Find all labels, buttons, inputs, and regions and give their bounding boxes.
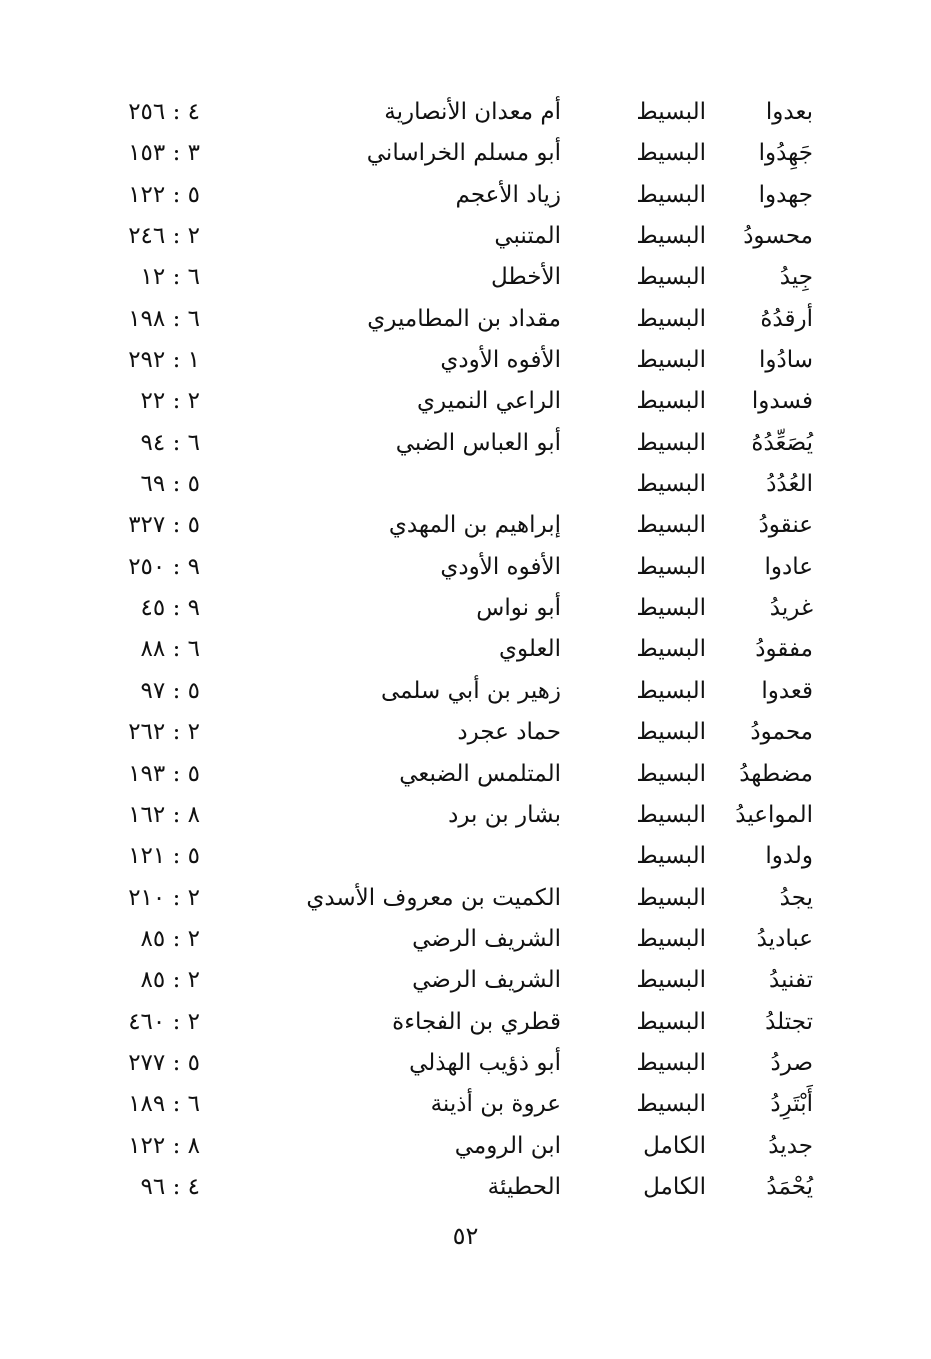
volume-page-ref: ٦ : ١٨٩: [128, 1091, 200, 1118]
volume-page-ref: ٣ : ١٥٣: [128, 140, 200, 167]
table-row: [0, 547, 931, 588]
meter-name: البسيط: [636, 347, 706, 374]
poet-name: إبراهيم بن المهدي: [388, 512, 561, 539]
rhyme-word: محسودُ: [743, 223, 813, 250]
volume-page-ref: ٥ : ٢٧٧: [128, 1049, 200, 1076]
volume-page-ref: ٨ : ١٦٢: [128, 801, 200, 828]
volume-page-ref: ٥ : ٦٩: [140, 471, 200, 498]
rhyme-word: مضطهدُ: [739, 760, 813, 787]
table-row: [0, 505, 931, 546]
table-row: [0, 795, 931, 836]
table-row: [0, 919, 931, 960]
meter-name: البسيط: [636, 553, 706, 580]
meter-name: الكامل: [643, 1173, 706, 1200]
rhyme-word: غريدُ: [769, 595, 813, 622]
meter-name: البسيط: [636, 1008, 706, 1035]
page-number: ٥٢: [452, 1222, 479, 1250]
table-row: [0, 257, 931, 298]
volume-page-ref: ٤ : ٩٦: [140, 1173, 200, 1200]
meter-name: البسيط: [636, 181, 706, 208]
table-row: [0, 464, 931, 505]
poet-name: أبو العباس الضبي: [395, 429, 561, 456]
table-row: [0, 1002, 931, 1043]
volume-page-ref: ٥ : ١٢١: [128, 843, 200, 870]
poet-name: الأفوه الأودي: [440, 347, 561, 374]
table-row: [0, 381, 931, 422]
poet-name: أم معدان الأنصارية: [384, 99, 561, 125]
meter-name: البسيط: [636, 595, 706, 622]
rhyme-word: يُحْمَدُ: [766, 1173, 813, 1200]
rhyme-word: عنقودُ: [758, 512, 813, 539]
poet-name: العلوي: [499, 636, 561, 663]
volume-page-ref: ٢ : ٢٢: [140, 388, 200, 415]
meter-name: البسيط: [636, 512, 706, 539]
meter-name: الكامل: [643, 1132, 706, 1159]
table-row: [0, 712, 931, 753]
poet-name: المتنبي: [494, 223, 561, 250]
rhyme-word: قعدوا: [761, 677, 813, 704]
poet-name: زياد الأعجم: [455, 181, 561, 208]
poet-name: أبو ذؤيب الهذلي: [409, 1049, 561, 1076]
meter-name: البسيط: [636, 305, 706, 332]
table-row: [0, 588, 931, 629]
table-row: [0, 423, 931, 464]
volume-page-ref: ٢ : ٨٥: [140, 925, 200, 952]
table-row: [0, 878, 931, 919]
table-row: [0, 671, 931, 712]
rhyme-word: تفنيدُ: [769, 967, 813, 994]
meter-name: البسيط: [636, 677, 706, 704]
rhyme-word: محمودُ: [750, 719, 813, 746]
rhyme-word: تجتلدُ: [765, 1008, 813, 1035]
table-row: [0, 1167, 931, 1208]
meter-name: البسيط: [636, 801, 706, 828]
table-row: [0, 629, 931, 670]
table-row: [0, 92, 931, 133]
table-row: [0, 340, 931, 381]
meter-name: البسيط: [636, 843, 706, 870]
volume-page-ref: ١ : ٢٩٢: [128, 347, 200, 374]
poet-name: الشريف الرضي: [412, 967, 561, 994]
table-row: [0, 754, 931, 795]
rhyme-word: أَبْتَرِدُ: [770, 1091, 813, 1118]
meter-name: البسيط: [636, 884, 706, 911]
rhyme-word: سادُوا: [758, 347, 813, 374]
volume-page-ref: ٥ : ٣٢٧: [128, 512, 200, 539]
volume-page-ref: ٤ : ٢٥٦: [128, 99, 200, 125]
poet-name: مقداد بن المطاميري: [367, 305, 561, 332]
volume-page-ref: ٨ : ١٢٢: [128, 1132, 200, 1159]
volume-page-ref: ٢ : ٢٦٢: [128, 719, 200, 746]
table-row: [0, 299, 931, 340]
meter-name: البسيط: [636, 388, 706, 415]
table-row: [0, 960, 931, 1001]
poet-name: قطري بن الفجاءة: [392, 1008, 561, 1035]
poet-name: زهير بن أبي سلمى: [380, 677, 561, 704]
rhyme-word: المواعيدُ: [735, 801, 813, 828]
volume-page-ref: ٦ : ٨٨: [140, 636, 200, 663]
table-row: [0, 836, 931, 877]
volume-page-ref: ٢ : ٢١٠: [128, 884, 200, 911]
poet-name: حماد عجرد: [457, 719, 561, 746]
poet-name: الشريف الرضي: [412, 925, 561, 952]
volume-page-ref: ٥ : ٩٧: [140, 677, 200, 704]
volume-page-ref: ٩ : ٢٥٠: [128, 553, 200, 580]
poet-name: الراعي النميري: [417, 388, 561, 415]
verse-index-table: [0, 92, 931, 1208]
rhyme-word: أرقدُهُ: [760, 305, 813, 332]
table-row: [0, 1043, 931, 1084]
poet-name: [241, 836, 561, 877]
rhyme-word: صردُ: [770, 1049, 813, 1076]
table-row: [0, 216, 931, 257]
volume-page-ref: ٢ : ٤٦٠: [128, 1008, 200, 1035]
volume-page-ref: ٦ : ١٢: [140, 264, 200, 291]
table-row: [0, 133, 931, 174]
meter-name: البسيط: [636, 140, 706, 167]
rhyme-word: يُصَعِّدُهُ: [751, 429, 813, 456]
poet-name: أبو مسلم الخراساني: [366, 140, 561, 167]
poet-name: الكميت بن معروف الأسدي: [306, 884, 561, 911]
meter-name: البسيط: [636, 925, 706, 952]
poet-name: أبو نواس: [476, 595, 561, 622]
meter-name: البسيط: [636, 99, 706, 125]
meter-name: البسيط: [636, 636, 706, 663]
volume-page-ref: ٩ : ٤٥: [140, 595, 200, 622]
table-row: [0, 175, 931, 216]
rhyme-word: جديدُ: [768, 1132, 813, 1159]
meter-name: البسيط: [636, 760, 706, 787]
volume-page-ref: ٥ : ١٩٣: [128, 760, 200, 787]
rhyme-word: بعدوا: [765, 99, 813, 125]
volume-page-ref: ٢ : ٢٤٦: [128, 223, 200, 250]
table-row: [0, 1084, 931, 1125]
volume-page-ref: ٢ : ٨٥: [140, 967, 200, 994]
poet-name: [241, 464, 561, 505]
poet-name: بشار بن برد: [448, 801, 561, 828]
table-row: [0, 1126, 931, 1167]
meter-name: البسيط: [636, 1049, 706, 1076]
poet-name: عروة بن أذينة: [430, 1091, 561, 1118]
rhyme-word: فسدوا: [751, 388, 813, 415]
poet-name: ابن الرومي: [454, 1132, 561, 1159]
rhyme-word: ولدوا: [765, 843, 813, 870]
rhyme-word: جهدوا: [758, 181, 813, 208]
volume-page-ref: ٥ : ١٢٢: [128, 181, 200, 208]
meter-name: البسيط: [636, 719, 706, 746]
rhyme-word: يجدُ: [779, 884, 813, 911]
poet-name: الأفوه الأودي: [440, 553, 561, 580]
rhyme-word: العُدُدُ: [766, 471, 813, 498]
rhyme-word: عادوا: [764, 553, 813, 580]
meter-name: البسيط: [636, 429, 706, 456]
meter-name: البسيط: [636, 223, 706, 250]
rhyme-word: مفقودُ: [755, 636, 813, 663]
rhyme-word: جِيدُ: [779, 264, 813, 291]
volume-page-ref: ٦ : ٩٤: [140, 429, 200, 456]
rhyme-word: عباديدُ: [756, 925, 813, 952]
meter-name: البسيط: [636, 264, 706, 291]
poet-name: الأخطل: [490, 264, 561, 291]
meter-name: البسيط: [636, 1091, 706, 1118]
rhyme-word: جَهِدُوا: [758, 140, 813, 167]
meter-name: البسيط: [636, 471, 706, 498]
poet-name: المتلمس الضبعي: [399, 760, 561, 787]
poet-name: الحطيئة: [487, 1173, 561, 1200]
volume-page-ref: ٦ : ١٩٨: [128, 305, 200, 332]
meter-name: البسيط: [636, 967, 706, 994]
